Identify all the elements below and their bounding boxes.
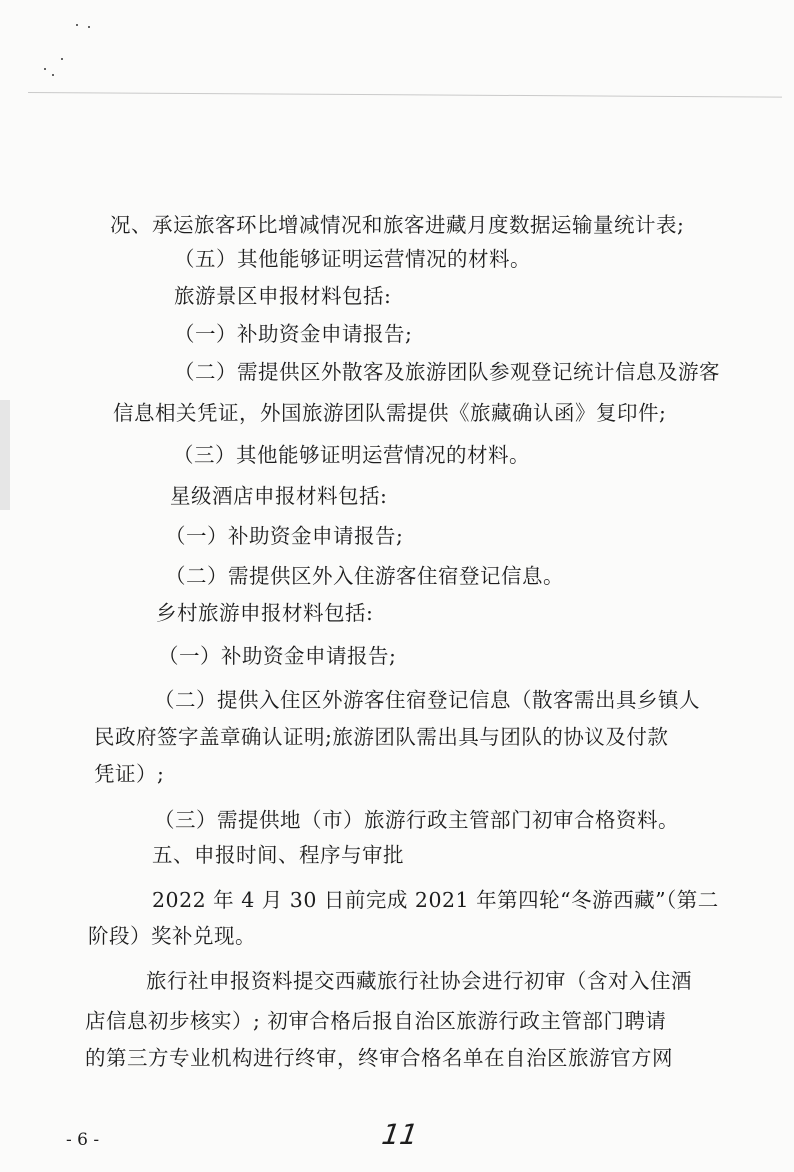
text-line-14: 民政府签字盖章确认证明;旅游团队需出具与团队的协议及付款 <box>94 725 669 749</box>
text-line-15: 凭证）; <box>94 762 165 786</box>
text-line-18: 2022 年 4 月 30 日前完成 2021 年第四轮“冬游西藏”（第二 <box>152 888 719 912</box>
page-number: - 6 - <box>66 1130 100 1150</box>
text-line-8: 星级酒店申报材料包括: <box>170 484 388 508</box>
text-line-6: 信息相关凭证，外国旅游团队需提供《旅藏确认函》复印件; <box>113 401 667 425</box>
text-line-2: （五）其他能够证明运营情况的材料。 <box>174 247 531 271</box>
handwritten-mark: 11 <box>379 1118 421 1151</box>
text-line-13: （二）提供入住区外游客住宿登记信息（散客需出具乡镇人 <box>154 688 700 712</box>
scan-speck <box>52 74 54 76</box>
text-line-9: （一）补助资金申请报告; <box>165 524 404 548</box>
text-line-11: 乡村旅游申报材料包括: <box>156 601 374 625</box>
text-line-10: （二）需提供区外入住游客住宿登记信息。 <box>165 564 564 588</box>
scan-speck <box>76 24 78 26</box>
section-heading: 五、申报时间、程序与审批 <box>152 843 404 867</box>
scan-speck <box>88 26 90 28</box>
text-line-21: 店信息初步核实）; 初审合格后报自治区旅游行政主管部门聘请 <box>85 1009 667 1033</box>
text-line-12: （一）补助资金申请报告; <box>158 644 397 668</box>
text-line-20: 旅行社申报资料提交西藏旅行社协会进行初审（含对入住酒 <box>146 969 692 993</box>
text-line-22: 的第三方专业机构进行终审，终审合格名单在自治区旅游官方网 <box>85 1046 673 1070</box>
text-line-16: （三）需提供地（市）旅游行政主管部门初审合格资料。 <box>154 808 679 832</box>
scan-speck <box>61 58 63 60</box>
text-line-3: 旅游景区申报材料包括: <box>174 284 392 308</box>
text-line-1: 况、承运旅客环比增减情况和旅客进藏月度数据运输量统计表; <box>110 213 685 237</box>
scan-speck <box>44 68 46 70</box>
page-edge-line <box>28 92 782 98</box>
text-line-5: （二）需提供区外散客及旅游团队参观登记统计信息及游客 <box>174 360 720 384</box>
text-line-4: （一）补助资金申请报告; <box>174 322 413 346</box>
text-line-19: 阶段）奖补兑现。 <box>88 924 256 948</box>
scan-shadow <box>0 400 10 510</box>
text-line-7: （三）其他能够证明运营情况的材料。 <box>173 443 530 467</box>
